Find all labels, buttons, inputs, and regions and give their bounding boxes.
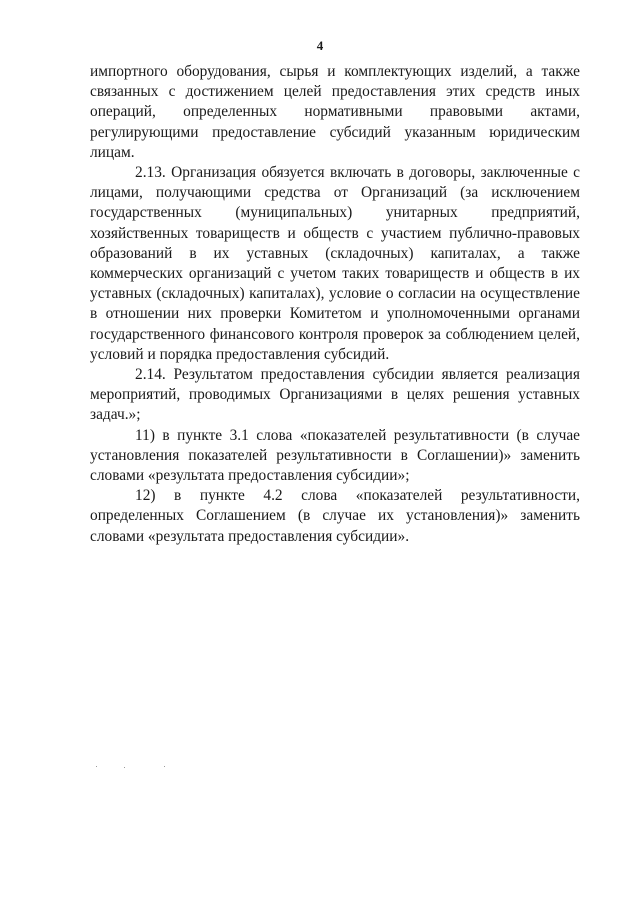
page-number: 4 bbox=[316, 38, 324, 53]
paragraph-2-14: 2.14. Результатом предоставления субсидии является реализация мероприятий, проводимых Организациями в целях решения уставных задач.»; bbox=[90, 366, 580, 424]
paragraph-item-12: 12) в пункте 4.2 слова «показателей результативности, определенных Соглашением (в случае их установления)» заменить словами «результата предоставления субсидии». bbox=[90, 487, 580, 545]
scan-specks bbox=[96, 766, 176, 770]
scan-speck bbox=[164, 766, 165, 767]
paragraph-continuation: импортного оборудования, сырья и комплектующих изделий, а также связанных с достижением целей предоставления этих средств иных операций, определенных нормативными правовыми актами, регулирующими предоставление субсидий указанным юридическим лицам. bbox=[90, 63, 580, 161]
document-body bbox=[90, 62, 580, 547]
paragraph-2-13: 2.13. Организация обязуется включать в договоры, заключенные с лицами, получающими средства от Организаций (за исключением государственных (муниципальных) унитарных предприятий, хозяйственных товариществ и обществ с участием публично-правовых образований в их уставных (складочных) капиталах, а также коммерческих организаций с учетом таких товариществ и обществ в их уставных (складочных) капиталах), условие о согласии на осуществление в отношении них проверки Комитетом и уполномоченными органами государственного финансового контроля проверок за соблюдением целей, условий и порядка предоставления субсидий. bbox=[90, 164, 580, 363]
scan-speck bbox=[96, 766, 97, 767]
paragraph-item-11: 11) в пункте 3.1 слова «показателей результативности (в случае установления показателей результативности в Соглашении)» заменить словами «результата предоставления субсидии»; bbox=[90, 426, 580, 485]
scan-speck bbox=[124, 767, 125, 768]
